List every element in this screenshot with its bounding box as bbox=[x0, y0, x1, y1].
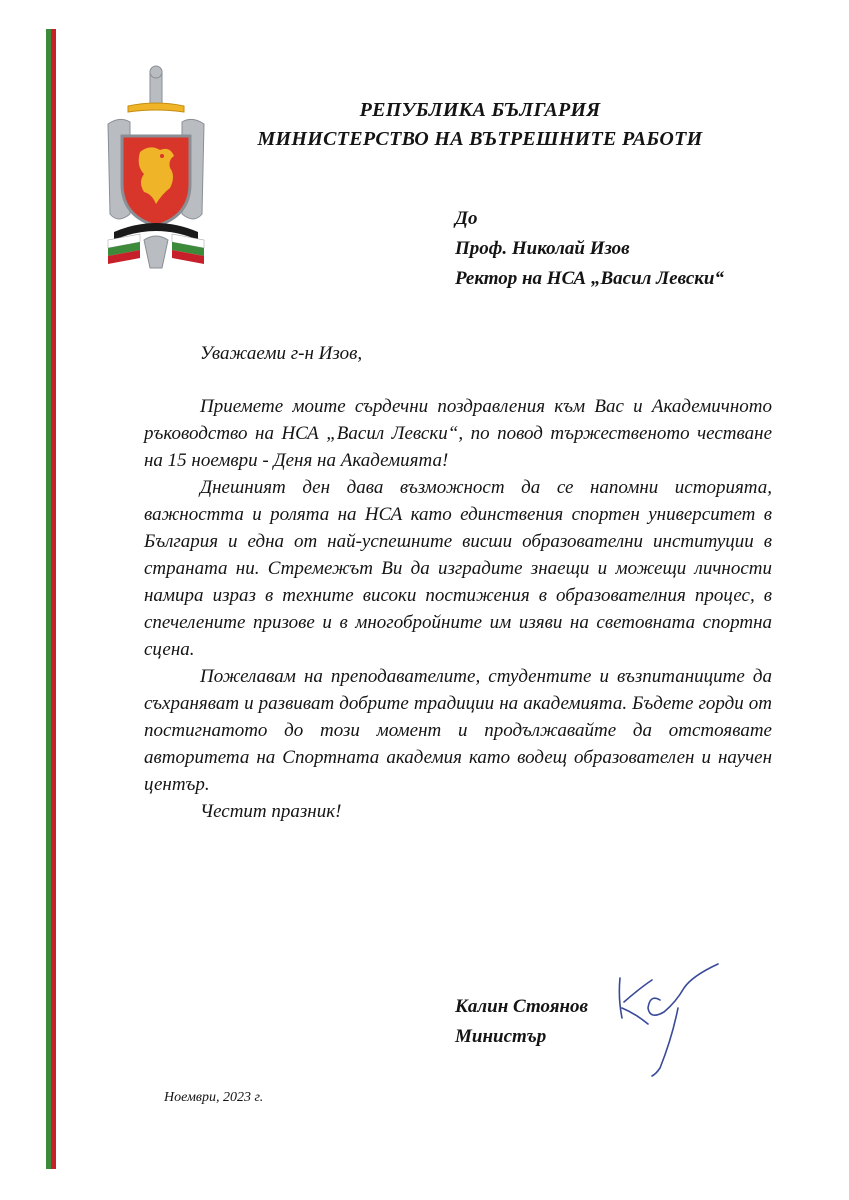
recipient-name: Проф. Николай Изов bbox=[455, 238, 630, 259]
document-header bbox=[230, 96, 730, 154]
recipient-block bbox=[455, 204, 724, 294]
letter-greeting: Уважаеми г-н Изов, bbox=[200, 343, 363, 364]
header-country: РЕПУБЛИКА БЪЛГАРИЯ bbox=[359, 99, 601, 121]
document-date: Ноември, 2023 г. bbox=[164, 1090, 264, 1105]
recipient-position: Ректор на НСА „Васил Левски“ bbox=[455, 268, 724, 289]
letter-paragraph: Днешният ден дава възможност да се напомни историята, важността и ролята на НСА като единствения спортен университет в България и една от най-успешните висши образователни институции в страната ни. Стремежът Ви да изградите знаещи и можещи личности намира израз в техните високи постижения в образователния процес, в спечелените призове и в многобройните им изяви на световната спортна сцена. bbox=[144, 477, 772, 660]
signatory-title: Министър bbox=[455, 1026, 547, 1047]
signature-block bbox=[455, 992, 588, 1052]
mvr-coat-of-arms-icon bbox=[100, 64, 212, 269]
flag-stripes bbox=[41, 29, 56, 1169]
letter-paragraph: Пожелавам на преподавателите, студентите и възпитаниците да съхраняват и развиват добрите традиции на академията. Бъдете горди от постигнатото до този момент и продължавайте да отстоявате авторитета на Спортната академия като водещ образователен и научен център. bbox=[144, 666, 772, 795]
letter-paragraph: Приемете моите сърдечни поздравления към Вас и Академичното ръководство на НСА „Васил Левски“, по повод тържественото честване на 15 ноември - Деня на Академията! bbox=[144, 396, 772, 471]
letter-closing: Честит празник! bbox=[200, 801, 342, 822]
handwritten-signature-icon bbox=[600, 958, 740, 1078]
letter-body bbox=[144, 340, 772, 825]
stripe-red bbox=[51, 29, 56, 1169]
header-ministry: МИНИСТЕРСТВО НА ВЪТРЕШНИТЕ РАБОТИ bbox=[257, 128, 703, 150]
signatory-name: Калин Стоянов bbox=[455, 996, 589, 1017]
recipient-to: До bbox=[455, 208, 478, 229]
